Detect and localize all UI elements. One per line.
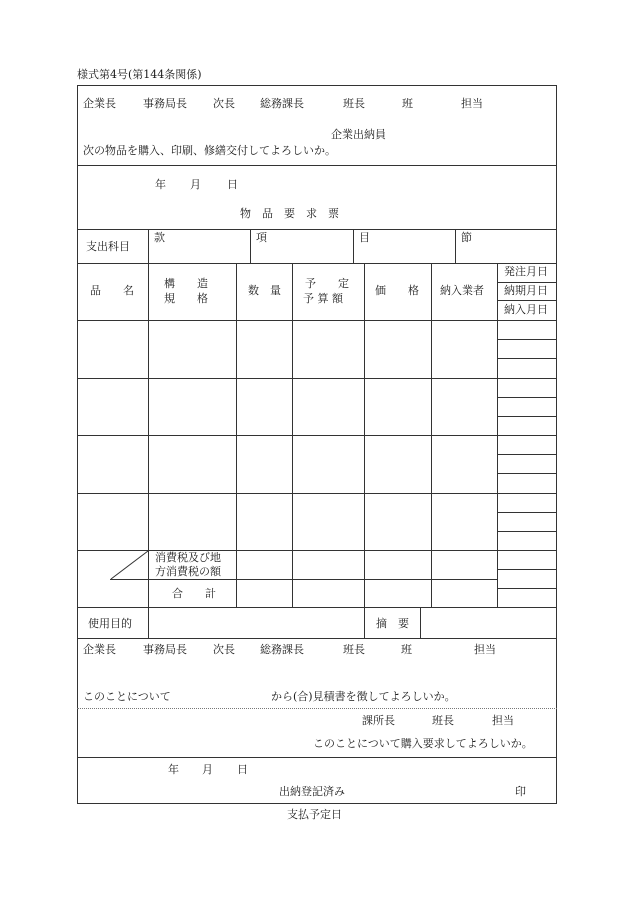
expense-category-label: 支出科目	[86, 240, 130, 253]
date-year: 年	[155, 178, 166, 191]
divider	[497, 512, 557, 513]
header-delivery-date: 納入月日	[504, 303, 548, 316]
approver-general-affairs-chief-bottom: 総務課長	[260, 643, 304, 656]
approver-team-bottom: 班	[401, 643, 412, 656]
form-number: 様式第4号(第144条関係)	[77, 68, 202, 81]
cashier-label: 企業出納員	[331, 128, 386, 141]
estimate-suffix: から(合)見積書を徴してよろしいか。	[271, 690, 456, 703]
approver-deputy: 次長	[213, 97, 235, 110]
approver-secretary-general: 事務局長	[143, 97, 187, 110]
date-day: 日	[227, 178, 238, 191]
divider	[353, 229, 354, 263]
divider	[148, 229, 149, 263]
table-row	[77, 378, 557, 379]
divider	[77, 638, 557, 639]
header-budget-amount: 予 算 額	[303, 292, 343, 305]
header-price: 価 格	[375, 284, 419, 297]
divider	[497, 454, 557, 455]
approver-staff-bottom: 担当	[474, 643, 496, 656]
cashier-registered: 出納登記済み	[279, 785, 345, 798]
date-month: 月	[190, 178, 201, 191]
budget-moku: 目	[359, 231, 370, 244]
divider	[420, 607, 421, 638]
header-order-date: 発注月日	[504, 265, 548, 278]
bottom-date-day: 日	[237, 763, 248, 776]
diagonal-slash	[110, 550, 150, 580]
budget-kan: 款	[154, 231, 165, 244]
header-spec: 規 格	[164, 292, 208, 305]
approver-team-leader: 班長	[343, 97, 365, 110]
approver-secretary-general-bottom: 事務局長	[143, 643, 187, 656]
divider	[77, 165, 557, 166]
seal-label: 印	[515, 785, 526, 798]
purpose-label: 使用目的	[88, 617, 132, 630]
divider	[77, 229, 557, 230]
divider	[497, 588, 557, 589]
divider	[497, 397, 557, 398]
approver-president-bottom: 企業長	[83, 643, 116, 656]
header-planned: 予 定	[305, 277, 349, 290]
divider	[455, 229, 456, 263]
budget-kou: 項	[256, 231, 267, 244]
header-quantity: 数 量	[248, 284, 281, 297]
divider	[497, 473, 557, 474]
tax-label-line2: 方消費税の額	[155, 565, 221, 578]
total-label: 合 計	[172, 587, 216, 600]
divider	[497, 531, 557, 532]
purchase-request-text: このことについて購入要求してよろしいか。	[313, 737, 533, 750]
header-item-name: 品 名	[90, 284, 134, 297]
divider	[497, 569, 557, 570]
divider	[110, 579, 498, 580]
section-chief: 課所長	[362, 714, 395, 727]
approver-staff: 担当	[461, 97, 483, 110]
header-vendor: 納入業者	[440, 284, 484, 297]
divider	[497, 339, 557, 340]
header-delivery-due: 納期月日	[504, 284, 548, 297]
header-structure: 構 造	[164, 277, 208, 290]
approver-team-leader-bottom: 班長	[343, 643, 365, 656]
divider	[77, 607, 557, 608]
table-row	[77, 493, 557, 494]
section-staff: 担当	[492, 714, 514, 727]
approver-deputy-bottom: 次長	[213, 643, 235, 656]
divider	[497, 282, 557, 283]
bottom-date-year: 年	[168, 763, 179, 776]
dotted-divider	[77, 708, 557, 709]
divider	[497, 416, 557, 417]
divider	[77, 757, 557, 758]
approver-team: 班	[402, 97, 413, 110]
divider	[497, 358, 557, 359]
budget-setsu: 節	[461, 231, 472, 244]
divider	[250, 229, 251, 263]
divider	[77, 263, 557, 264]
approver-president: 企業長	[83, 97, 116, 110]
bottom-date-month: 月	[202, 763, 213, 776]
approver-general-affairs-chief: 総務課長	[260, 97, 304, 110]
summary-label: 摘 要	[376, 617, 409, 630]
table-row	[77, 435, 557, 436]
divider	[148, 607, 149, 638]
section-team-leader: 班長	[432, 714, 454, 727]
tax-label-line1: 消費税及び地	[155, 551, 221, 564]
estimate-prefix: このことについて	[83, 690, 171, 703]
payment-date-label: 支払予定日	[287, 808, 342, 821]
divider	[364, 607, 365, 638]
table-row	[77, 320, 557, 321]
form-title: 物 品 要 求 票	[240, 207, 339, 220]
request-text: 次の物品を購入、印刷、修繕交付してよろしいか。	[83, 144, 336, 157]
divider	[497, 300, 557, 301]
